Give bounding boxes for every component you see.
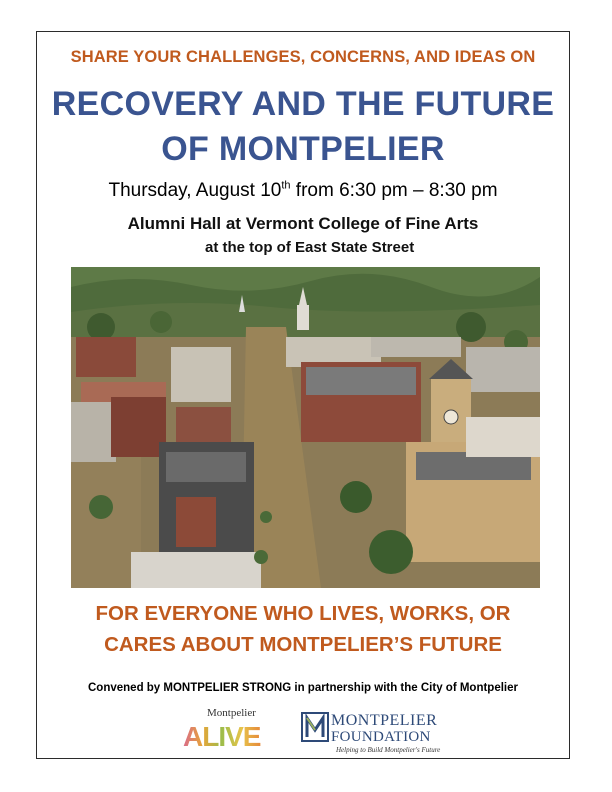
montpelier-alive-logo [183, 721, 275, 758]
event-date-time [36, 180, 570, 202]
photo-illustration [71, 267, 540, 588]
venue-name: Alumni Hall at Vermont College of Fine Arts [127, 214, 479, 233]
alive-logo-icon [183, 721, 275, 751]
foundation-m-mark-icon [301, 712, 331, 744]
date-ordinal: th [281, 179, 291, 192]
time-range: from 6:30 pm – 8:30 pm [290, 180, 498, 201]
title-line-1: RECOVERY AND THE FUTURE [51, 85, 555, 123]
kicker-heading: SHARE YOUR CHALLENGES, CONCERNS, AND IDEAS ON [70, 48, 536, 66]
foundation-tagline: Helping to Build Montpelier's Future [336, 746, 441, 754]
audience-tagline-1: FOR EVERYONE WHO LIVES, WORKS, OR [95, 602, 511, 625]
montpelier-alive-logo-small-text: Montpelier [207, 707, 256, 719]
flooded-town-aerial-photo [71, 267, 540, 588]
title-line-2: OF MONTPELIER [161, 130, 445, 168]
foundation-name-line-2: FOUNDATION [331, 729, 431, 745]
convened-by-note: Convened by MONTPELIER STRONG in partnership with the City of Montpelier [88, 682, 518, 694]
venue-detail: at the top of East State Street [205, 239, 415, 256]
alive-logo-wordmark: ALIVE [183, 721, 261, 751]
date-prefix: Thursday, August 10 [108, 180, 282, 201]
foundation-name-line-1: MONTPELIER [331, 712, 438, 729]
audience-tagline-2: CARES ABOUT MONTPELIER’S FUTURE [104, 633, 502, 656]
